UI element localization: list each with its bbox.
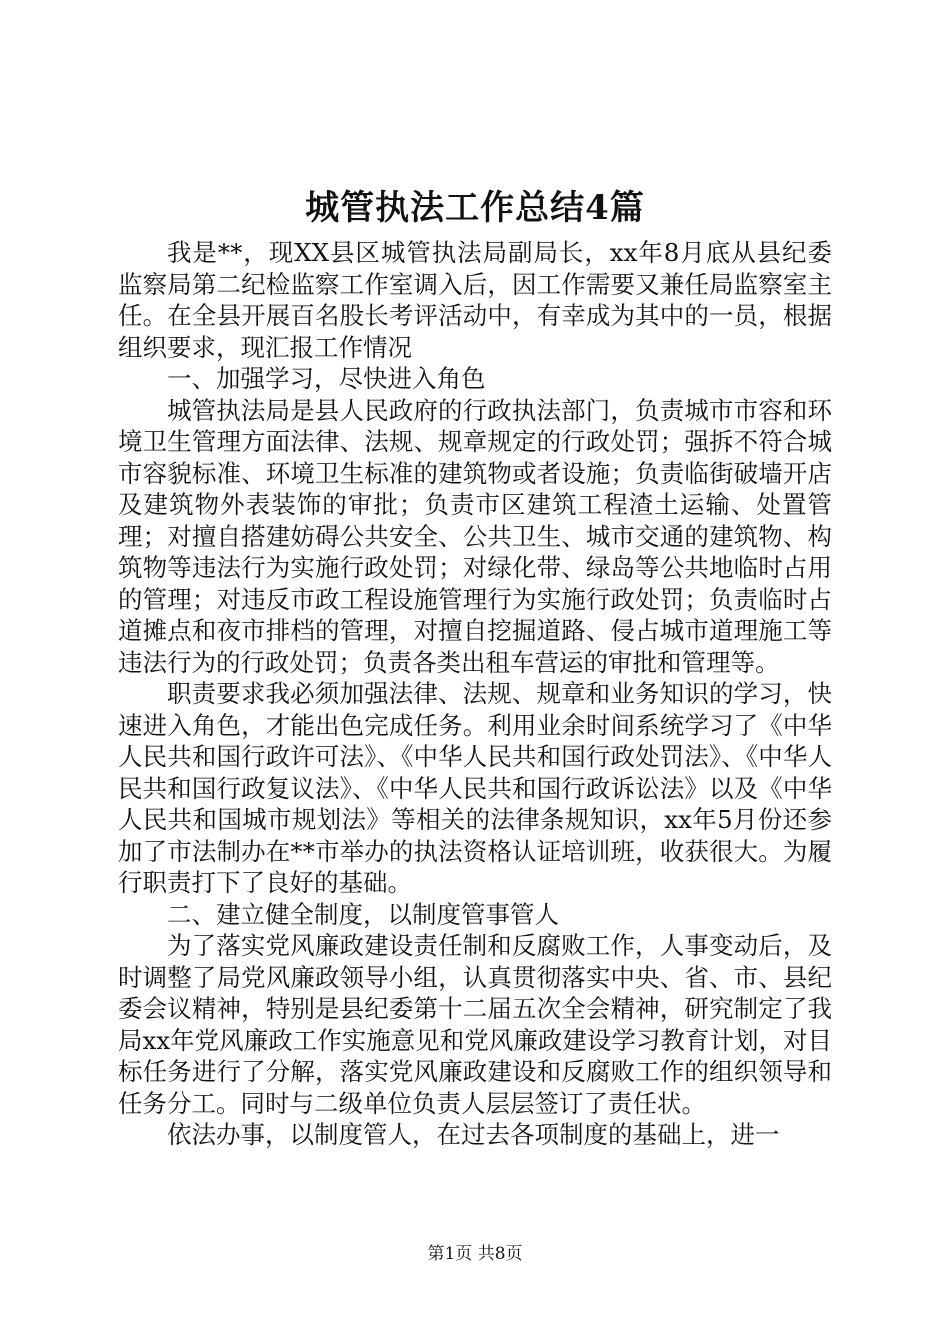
paragraph-study: 职责要求我必须加强法律、法规、规章和业务知识的学习，快速进入角色，才能出色完成任务。利用业余时间系统学习了《中华人民共和国行政许可法》、《中华人民共和国行政处罚法》、《中华人民共和国行政复议法》、《中华人民共和国行政诉讼法》以及《中华人民共和国城市规划法》等相关的法律条规知识，xx年5月份还参加了市法制办在**市举办的执法资格认证培训班，收获很大。为履行职责打下了良好的基础。 bbox=[118, 679, 832, 897]
document-body bbox=[118, 237, 832, 1151]
page-footer: 第1页 共8页 bbox=[427, 1244, 523, 1264]
section-heading-2: 二、建立健全制度，以制度管事管人 bbox=[167, 899, 559, 929]
paragraph-responsibility: 为了落实党风廉政建设责任制和反腐败工作，人事变动后，及时调整了局党风廉政领导小组，认真贯彻落实中央、省、市、县纪委会议精神，特别是县纪委第十二届五次全会精神，研究制定了我局xx年党风廉政工作实施意见和党风廉政建设学习教育计划，对目标任务进行了分解，落实党风廉政建设和反腐败工作的组织领导和任务分工。同时与二级单位负责人层层签订了责任状。 bbox=[118, 931, 832, 1118]
paragraph-intro: 我是**，现XX县区城管执法局副局长，xx年8月底从县纪委监察局第二纪检监察工作室调入后，因工作需要又兼任局监察室主任。在全县开展百名股长考评活动中，有幸成为其中的一员，根据组织要求，现汇报工作情况 bbox=[118, 238, 832, 362]
paragraph-rules: 依法办事，以制度管人，在过去各项制度的基础上，进一 bbox=[167, 1120, 780, 1149]
paragraph-duties: 城管执法局是县人民政府的行政执法部门，负责城市市容和环境卫生管理方面法律、法规、规章规定的行政处罚；强拆不符合城市容貌标准、环境卫生标准的建筑物或者设施；负责临街破墙开店及建筑物外表装饰的审批；负责市区建筑工程渣土运输、处置管理；对擅自搭建妨碍公共安全、公共卫生、城市交通的建筑物、构筑物等违法行为实施行政处罚；对绿化带、绿岛等公共地临时占用的管理；对违反市政工程设施管理行为实施行政处罚；负责临时占道摊点和夜市排档的管理，对擅自挖掘道路、侵占城市道理施工等违法行为的行政处罚；负责各类出租车营运的审批和管理等。 bbox=[118, 395, 832, 677]
section-heading-1: 一、加强学习，尽快进入角色 bbox=[167, 364, 486, 393]
document-title: 城管执法工作总结4篇 bbox=[305, 188, 645, 228]
